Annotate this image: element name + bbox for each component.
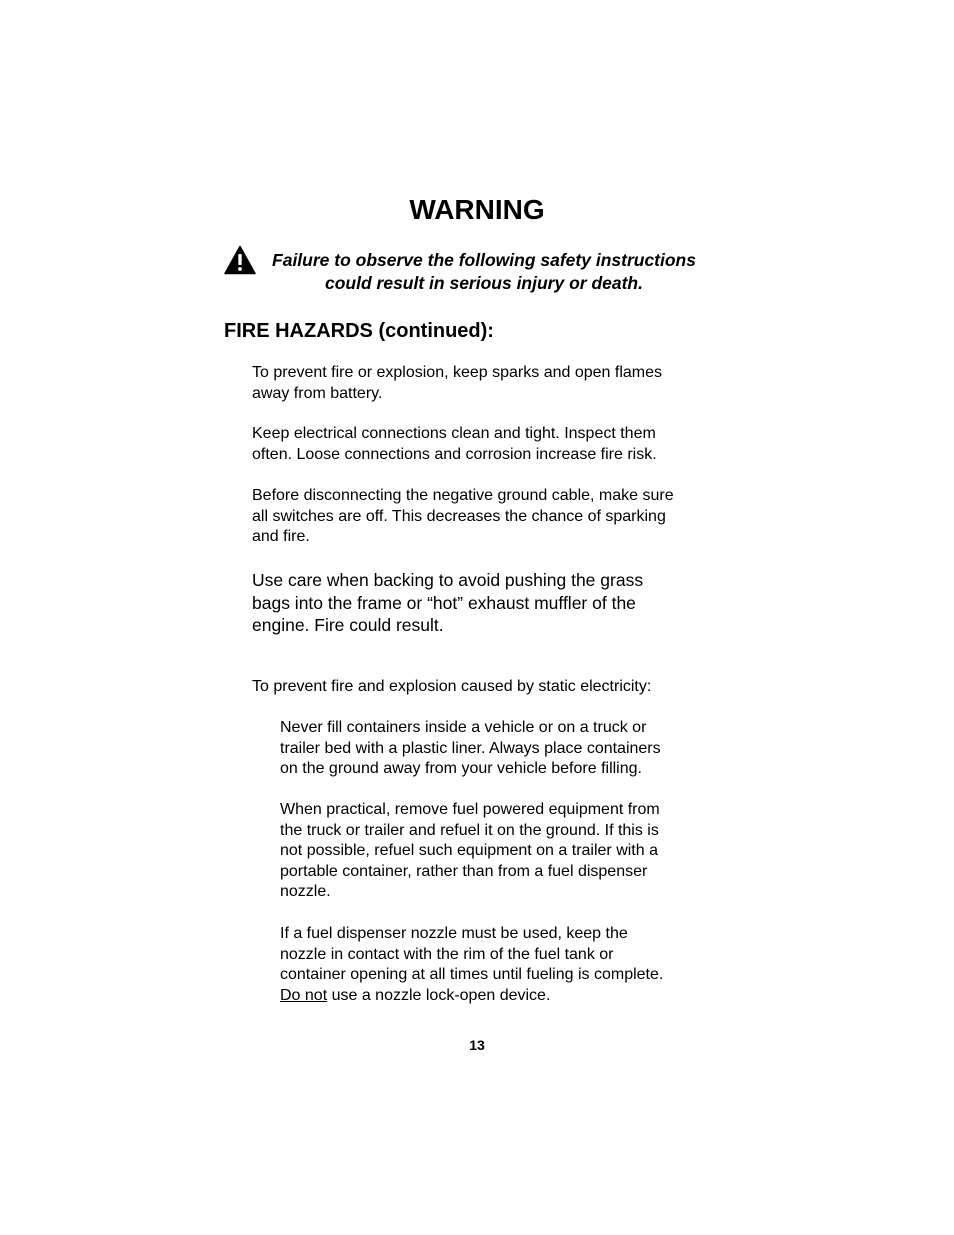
paragraph-line: Never fill containers inside a vehicle or on a truck or (280, 719, 647, 736)
static-item-refuel-ground (280, 800, 660, 903)
paragraph-ground-cable (252, 486, 674, 548)
paragraph-line: on the ground away from your vehicle before filling. (280, 760, 642, 778)
paragraph-line: To prevent fire or explosion, keep sparks and open flames (252, 364, 663, 381)
alert-line-2: could result in serious injury or death. (325, 272, 643, 293)
paragraph-battery (252, 363, 662, 404)
paragraph-line: To prevent fire and explosion caused by static electricity: (252, 678, 652, 695)
paragraph-line: container opening at all times until fueling is complete. (280, 966, 664, 984)
paragraph-line: often. Loose connections and corrosion increase fire risk. (252, 445, 657, 463)
paragraph-line: Before disconnecting the negative ground cable, make sure (252, 487, 674, 504)
warning-triangle-icon (224, 245, 256, 275)
paragraph-line: engine. Fire could result. (252, 615, 444, 636)
static-item-containers (280, 718, 661, 780)
section-heading: FIRE HAZARDS (continued): (224, 320, 494, 342)
paragraph-line: If a fuel dispenser nozzle must be used, keep the (280, 925, 628, 942)
paragraph-line: bags into the frame or “hot” exhaust muffler of the (252, 592, 636, 613)
paragraph-line (280, 986, 663, 1007)
page-number: 13 (469, 1037, 485, 1053)
paragraph-line: Keep electrical connections clean and tight. Inspect them (252, 425, 656, 442)
paragraph-static-intro (252, 677, 651, 698)
nozzle-last-rest: use a nozzle lock-open device. (327, 986, 551, 1004)
paragraph-line: When practical, remove fuel powered equipment from (280, 801, 660, 818)
paragraph-connections (252, 424, 657, 465)
warning-title: WARNING (409, 194, 545, 225)
paragraph-line: nozzle in contact with the rim of the fuel tank or (280, 945, 614, 963)
paragraph-line: all switches are off. This decreases the chance of sparking (252, 507, 666, 525)
paragraph-line: not possible, refuel such equipment on a trailer with a (280, 842, 658, 860)
static-item-nozzle (280, 924, 663, 1006)
paragraph-line: trailer bed with a plastic liner. Always place containers (280, 739, 661, 757)
warning-alert-text (256, 249, 712, 294)
paragraph-grass-bags (252, 569, 643, 637)
paragraph-line: and fire. (252, 528, 310, 546)
paragraph-line: the truck or trailer and refuel it on the ground. If this is (280, 821, 659, 839)
do-not-emphasis: Do not (280, 986, 328, 1004)
alert-line-1: Failure to observe the following safety instructions (272, 250, 696, 270)
paragraph-line: portable container, rather than from a fuel dispenser (280, 862, 648, 880)
paragraph-line: away from battery. (252, 384, 383, 402)
paragraph-line: Use care when backing to avoid pushing the grass (252, 570, 644, 590)
paragraph-line: nozzle. (280, 883, 331, 901)
